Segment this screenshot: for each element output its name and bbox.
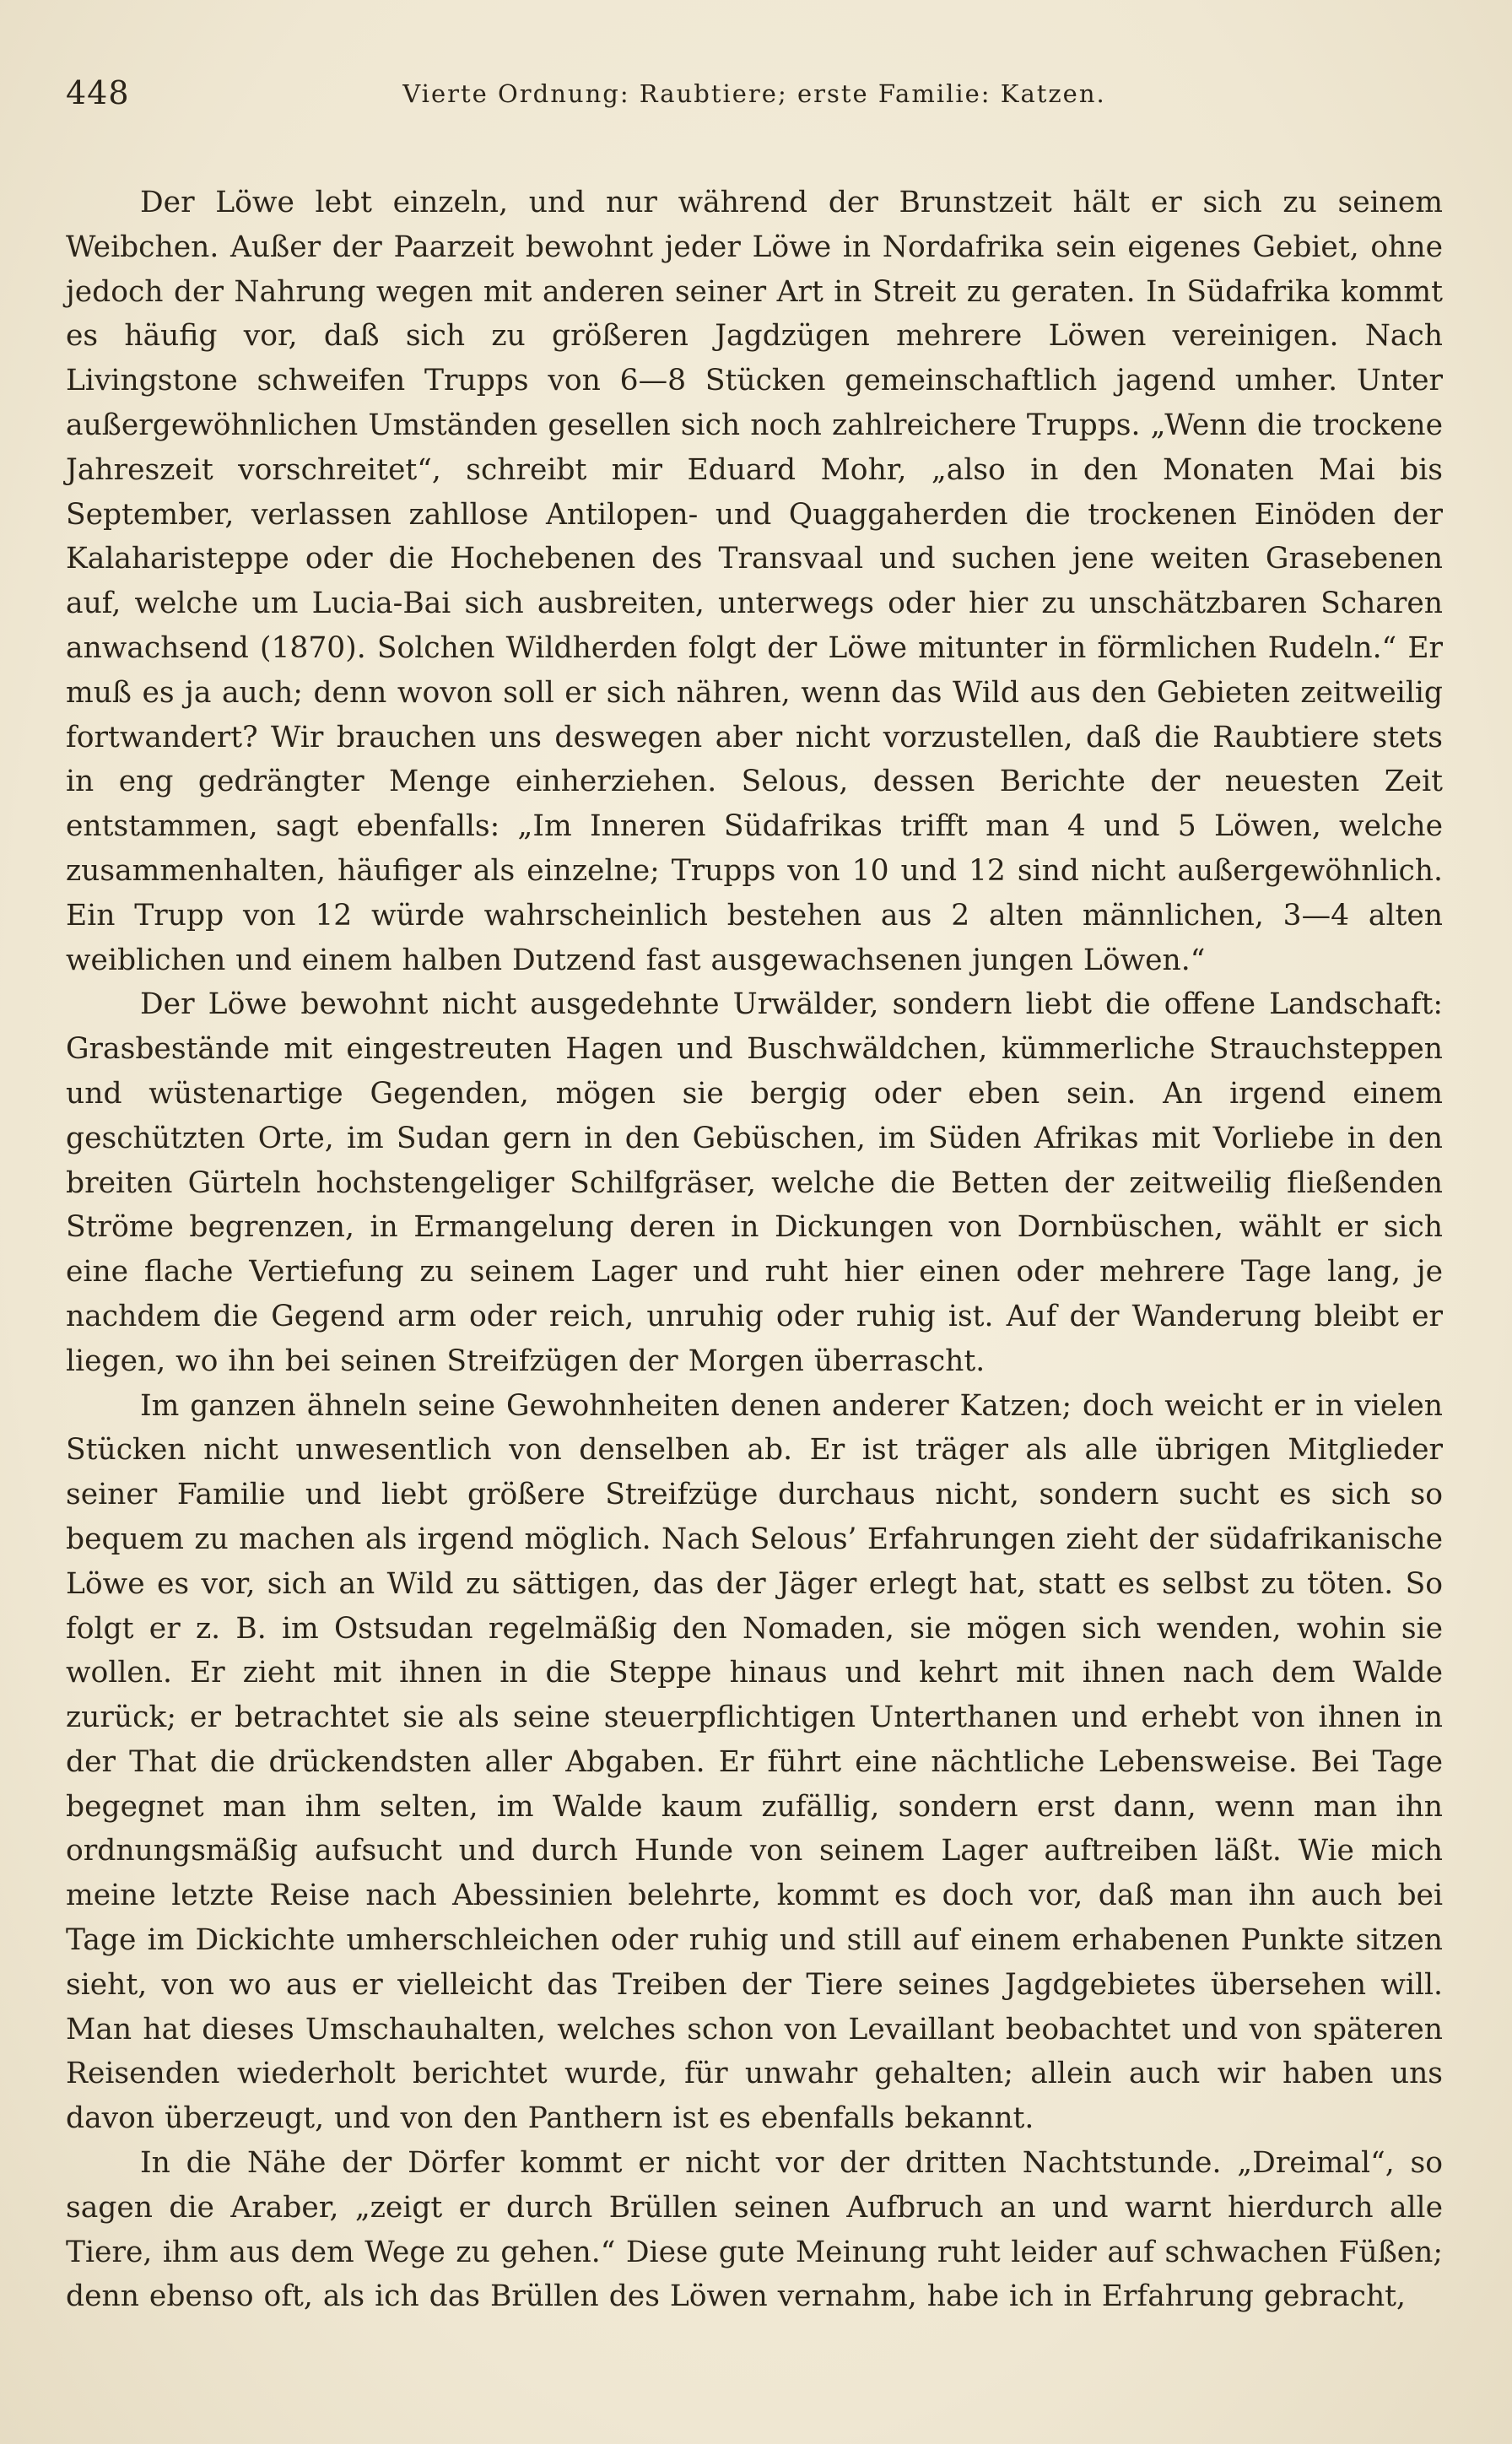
paragraph-village-visits: In die Nähe der Dörfer kommt er nicht vor der dritten Nachtstunde. „Dreimal“, so sagen die Araber, „zeigt er durch Brüllen seinen Aufbruch an und warnt hierdurch alle Tiere, ihm aus dem Wege zu gehen.“ Diese gute Meinung ruht leider auf schwachen Füßen; denn ebenso oft, als ich das Brüllen des Löwen vernahm, habe ich in Erfahrung gebracht, (66, 2146, 1443, 2314)
running-head: Vierte Ordnung: Raubtiere; erste Familie: Katzen. (402, 79, 1106, 108)
page-header (66, 74, 1443, 127)
body-text (66, 181, 1443, 2319)
page-number: 448 (66, 74, 130, 111)
paragraph-social-behavior: Der Löwe lebt einzeln, und nur während der Brunstzeit hält er sich zu seinem Weibchen. Außer der Paarzeit bewohnt jeder Löwe in Nordafrika sein eigenes Gebiet, ohne jedoch der Nahrung wegen mit anderen seiner Art in Streit zu geraten. In Südafrika kommt es häufig vor, daß sich zu größeren Jagdzügen mehrere Löwen vereinigen. Nach Livingstone schweifen Trupps von 6—8 Stücken gemeinschaftlich jagend umher. Unter außergewöhnlichen Umständen gesellen sich noch zahlreichere Trupps. „Wenn die trockene Jahreszeit vorschreitet“, schreibt mir Eduard Mohr, „also in den Monaten Mai bis September, verlassen zahllose Antilopen- und Quaggaherden die trockenen Einöden der Kalaharisteppe oder die Hochebenen des Transvaal und suchen jene weiten Grasebenen auf, welche um Lucia-Bai sich ausbreiten, unterwegs oder hier zu unschätzbaren Scharen anwachsend (1870). Solchen Wildherden folgt der Löwe mitunter in förmlichen Rudeln.“ Er muß es ja auch; denn wovon soll er sich nähren, wenn das Wild aus den Gebieten zeitweilig fortwandert? Wir brauchen uns deswegen aber nicht vorzustellen, daß die Raubtiere stets in eng gedrängter Menge einherziehen. Selous, dessen Berichte der neuesten Zeit entstammen, sagt ebenfalls: „Im Inneren Südafrikas trifft man 4 und 5 Löwen, welche zusammenhalten, häufiger als einzelne; Trupps von 10 und 12 sind nicht außergewöhnlich. Ein Trupp von 12 würde wahrscheinlich bestehen aus 2 alten männlichen, 3—4 alten weiblichen und einem halben Dutzend fast ausgewachsenen jungen Löwen.“ (66, 186, 1443, 977)
paragraph-habits: Im ganzen ähneln seine Gewohnheiten denen anderer Katzen; doch weicht er in vielen Stücken nicht unwesentlich von denselben ab. Er ist träger als alle übrigen Mitglieder seiner Familie und liebt größere Streifzüge durchaus nicht, sondern sucht es sich so bequem zu machen als irgend möglich. Nach Selous’ Erfahrungen zieht der südafrikanische Löwe es vor, sich an Wild zu sättigen, das der Jäger erlegt hat, statt es selbst zu töten. So folgt er z. B. im Ostsudan regelmäßig den Nomaden, sie mögen sich wenden, wohin sie wollen. Er zieht mit ihnen in die Steppe hinaus und kehrt mit ihnen nach dem Walde zurück; er betrachtet sie als seine steuerpflichtigen Unterthanen und erhebt von ihnen in der That die drückendsten aller Abgaben. Er führt eine nächtliche Lebensweise. Bei Tage begegnet man ihm selten, im Walde kaum zufällig, sondern erst dann, wenn man ihn ordnungsmäßig aufsucht und durch Hunde von seinem Lager auftreiben läßt. Wie mich meine letzte Reise nach Abessinien belehrte, kommt es doch vor, daß man ihn auch bei Tage im Dickichte umherschleichen oder ruhig und still auf einem erhabenen Punkte sitzen sieht, von wo aus er vielleicht das Treiben der Tiere seines Jagdgebietes übersehen will. Man hat dieses Umschauhalten, welches schon von Levaillant beobachtet und von späteren Reisenden wiederholt berichtet wurde, für unwahr gehalten; allein auch wir haben uns davon überzeugt, und von den Panthern ist es ebenfalls bekannt. (66, 1388, 1443, 2136)
paragraph-habitat: Der Löwe bewohnt nicht ausgedehnte Urwälder, sondern liebt die offene Landschaft: Grasbestände mit eingestreuten Hagen und Buschwäldchen, kümmerliche Strauchsteppen und wüstenartige Gegenden, mögen sie bergig oder eben sein. An irgend einem geschützten Orte, im Sudan gern in den Gebüschen, im Süden Afrikas mit Vorliebe in den breiten Gürteln hochstengeliger Schilfgräser, welche die Betten der zeitweilig fließenden Ströme begrenzen, in Ermangelung deren in Dickungen von Dornbüschen, wählt er sich eine flache Vertiefung zu seinem Lager und ruht hier einen oder mehrere Tage lang, je nachdem die Gegend arm oder reich, unruhig oder ruhig ist. Auf der Wanderung bleibt er liegen, wo ihn bei seinen Streifzügen der Morgen überrascht. (66, 987, 1443, 1378)
